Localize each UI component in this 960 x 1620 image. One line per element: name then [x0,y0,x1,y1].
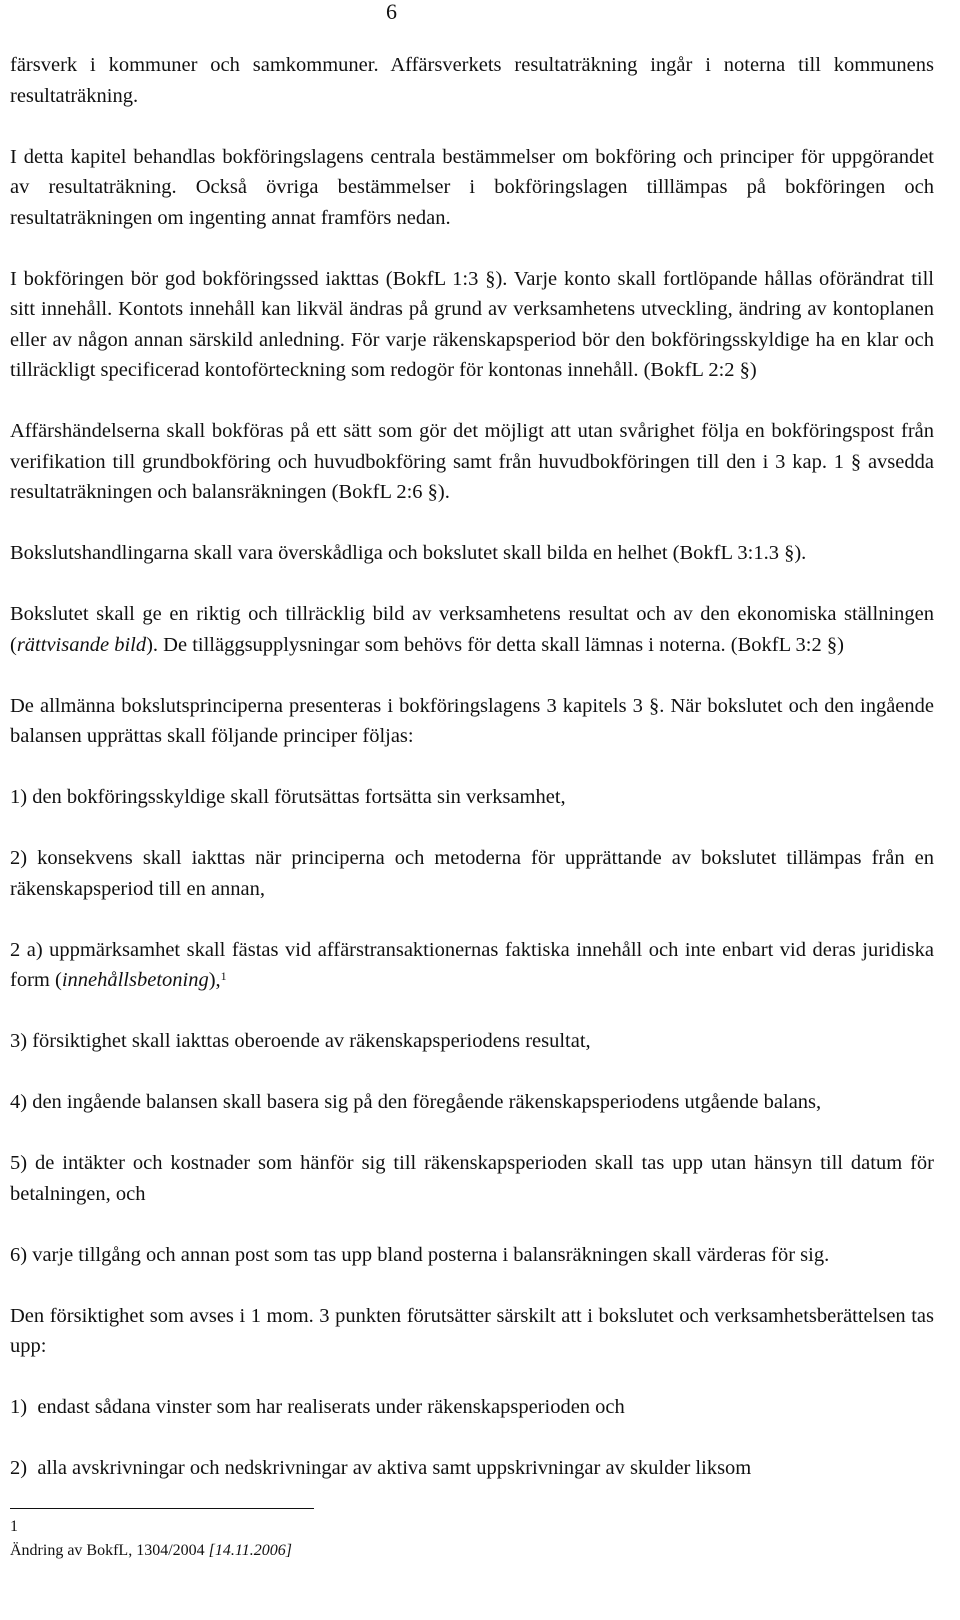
footnote-date: [14.11.2006] [208,1542,292,1559]
prudence-list [10,1392,934,1484]
italic-term: innehållsbetoning [61,969,209,991]
footnote-reference[interactable]: 1 [220,969,227,983]
footnote [10,1515,510,1563]
footnote-divider [10,1508,314,1509]
principle-item-1: 1) den bokföringsskyldige skall förutsättas fortsätta sin verksamhet, [10,786,566,808]
text-span: ), [208,969,221,991]
principle-item-2: 2) konsekvens skall iakttas när principerna och metoderna för upprättande av bokslutet tillämpas från en räkenskapsperiod till en annan, [10,847,934,900]
text-span: Bokslutet skall ge en riktig och tillräcklig bild av verksamhetens resultat och av den ekonomiska ställningen ( [10,603,934,656]
footnote-number: 1 [10,1518,18,1535]
footnote-text [10,1539,510,1563]
paragraph-kapitel-intro: I detta kapitel behandlas bokföringslagens centrala bestämmelser om bokföring och principer för uppgörandet av resultaträkning. Också övriga bestämmelser i bokföringslagen tilllämpas på bokföringen och resultaträkningen om ingenting annat framförs nedan. [10,145,934,229]
text-span: Ändring av BokfL, 1304/2004 [10,1542,209,1559]
paragraph-forsiktighet: Den försiktighet som avses i 1 mom. 3 punkten förutsätter särskilt att i bokslutet och verksamhetsberättelsen tas upp: [10,1304,934,1357]
principle-item-6: 6) varje tillgång och annan post som tas upp bland posterna i balansräkningen skall värderas för sig. [10,1243,830,1266]
paragraph-bokslutshandlingar: Bokslutshandlingarna skall vara överskådliga och bokslutet skall bilda en helhet (BokfL 3:1.3 §). [10,542,807,564]
prudence-item-1: 1) endast sådana vinster som har realiserats under räkenskapsperioden och [10,1396,625,1418]
text-span: ). De tilläggsupplysningar som behövs för detta skall lämnas i noterna. (BokfL 3:2 §) [146,633,844,656]
paragraph-affarsverk: färsverk i kommuner och samkommuner. Affärsverkets resultaträkning ingår i noterna till kommunens resultaträkning. [10,54,934,107]
document-body [10,50,934,1514]
italic-term: rättvisande bild [16,633,147,656]
principle-item-5: 5) de intäkter och kostnader som hänför sig till räkenskapsperioden skall tas upp utan hänsyn till datum för betalningen, och [10,1152,934,1205]
principle-item-2a [10,935,934,996]
text-span: 2 a) uppmärksamhet skall fästas vid affärstransaktionernas faktiska innehåll och inte enbart vid deras juridiska form ( [10,938,934,991]
paragraph-affarshandelser: Affärshändelserna skall bokföras på ett sätt som gör det möjligt att utan svårighet följa en bokföringspost från verifikation till grundbokföring och huvudbokföring samt från huvudbokföringen till den i 3 kap. 1 § avsedda resultaträkningen och balansräkningen (BokfL 2:6 §). [10,420,934,503]
paragraph-god-bokforingssed: I bokföringen bör god bokföringssed iakttas (BokfL 1:3 §). Varje konto skall fortlöpande hållas oförändrat till sitt innehåll. Kontots innehåll kan likväl ändras på grund av verksamhetens utveckling, ändring av kontoplanen eller av någon annan särskild anledning. För varje räkenskapsperiod bör den bokföringsskyldige ha en klar och tillräckligt specificerad kontoförteckning som redogör för kontonas innehåll. (BokfL 2:2 §) [10,267,934,381]
principle-item-4: 4) den ingående balansen skall basera sig på den föregående räkenskapsperiodens utgående balans, [10,1091,822,1113]
page-number: 6 [386,0,397,24]
paragraph-bokslutsprinciper: De allmänna bokslutsprinciperna presenteras i bokföringslagens 3 kapitels 3 §. När bokslutet och den ingående balansen upprättas skall följande principer följas: [10,694,934,747]
paragraph-rattvisande-bild [10,599,934,660]
principles-list [10,782,934,1270]
principle-item-3: 3) försiktighet skall iakttas oberoende av räkenskapsperiodens resultat, [10,1030,591,1052]
prudence-item-2: 2) alla avskrivningar och nedskrivningar av aktiva samt uppskrivningar av skulder liksom [10,1457,752,1479]
